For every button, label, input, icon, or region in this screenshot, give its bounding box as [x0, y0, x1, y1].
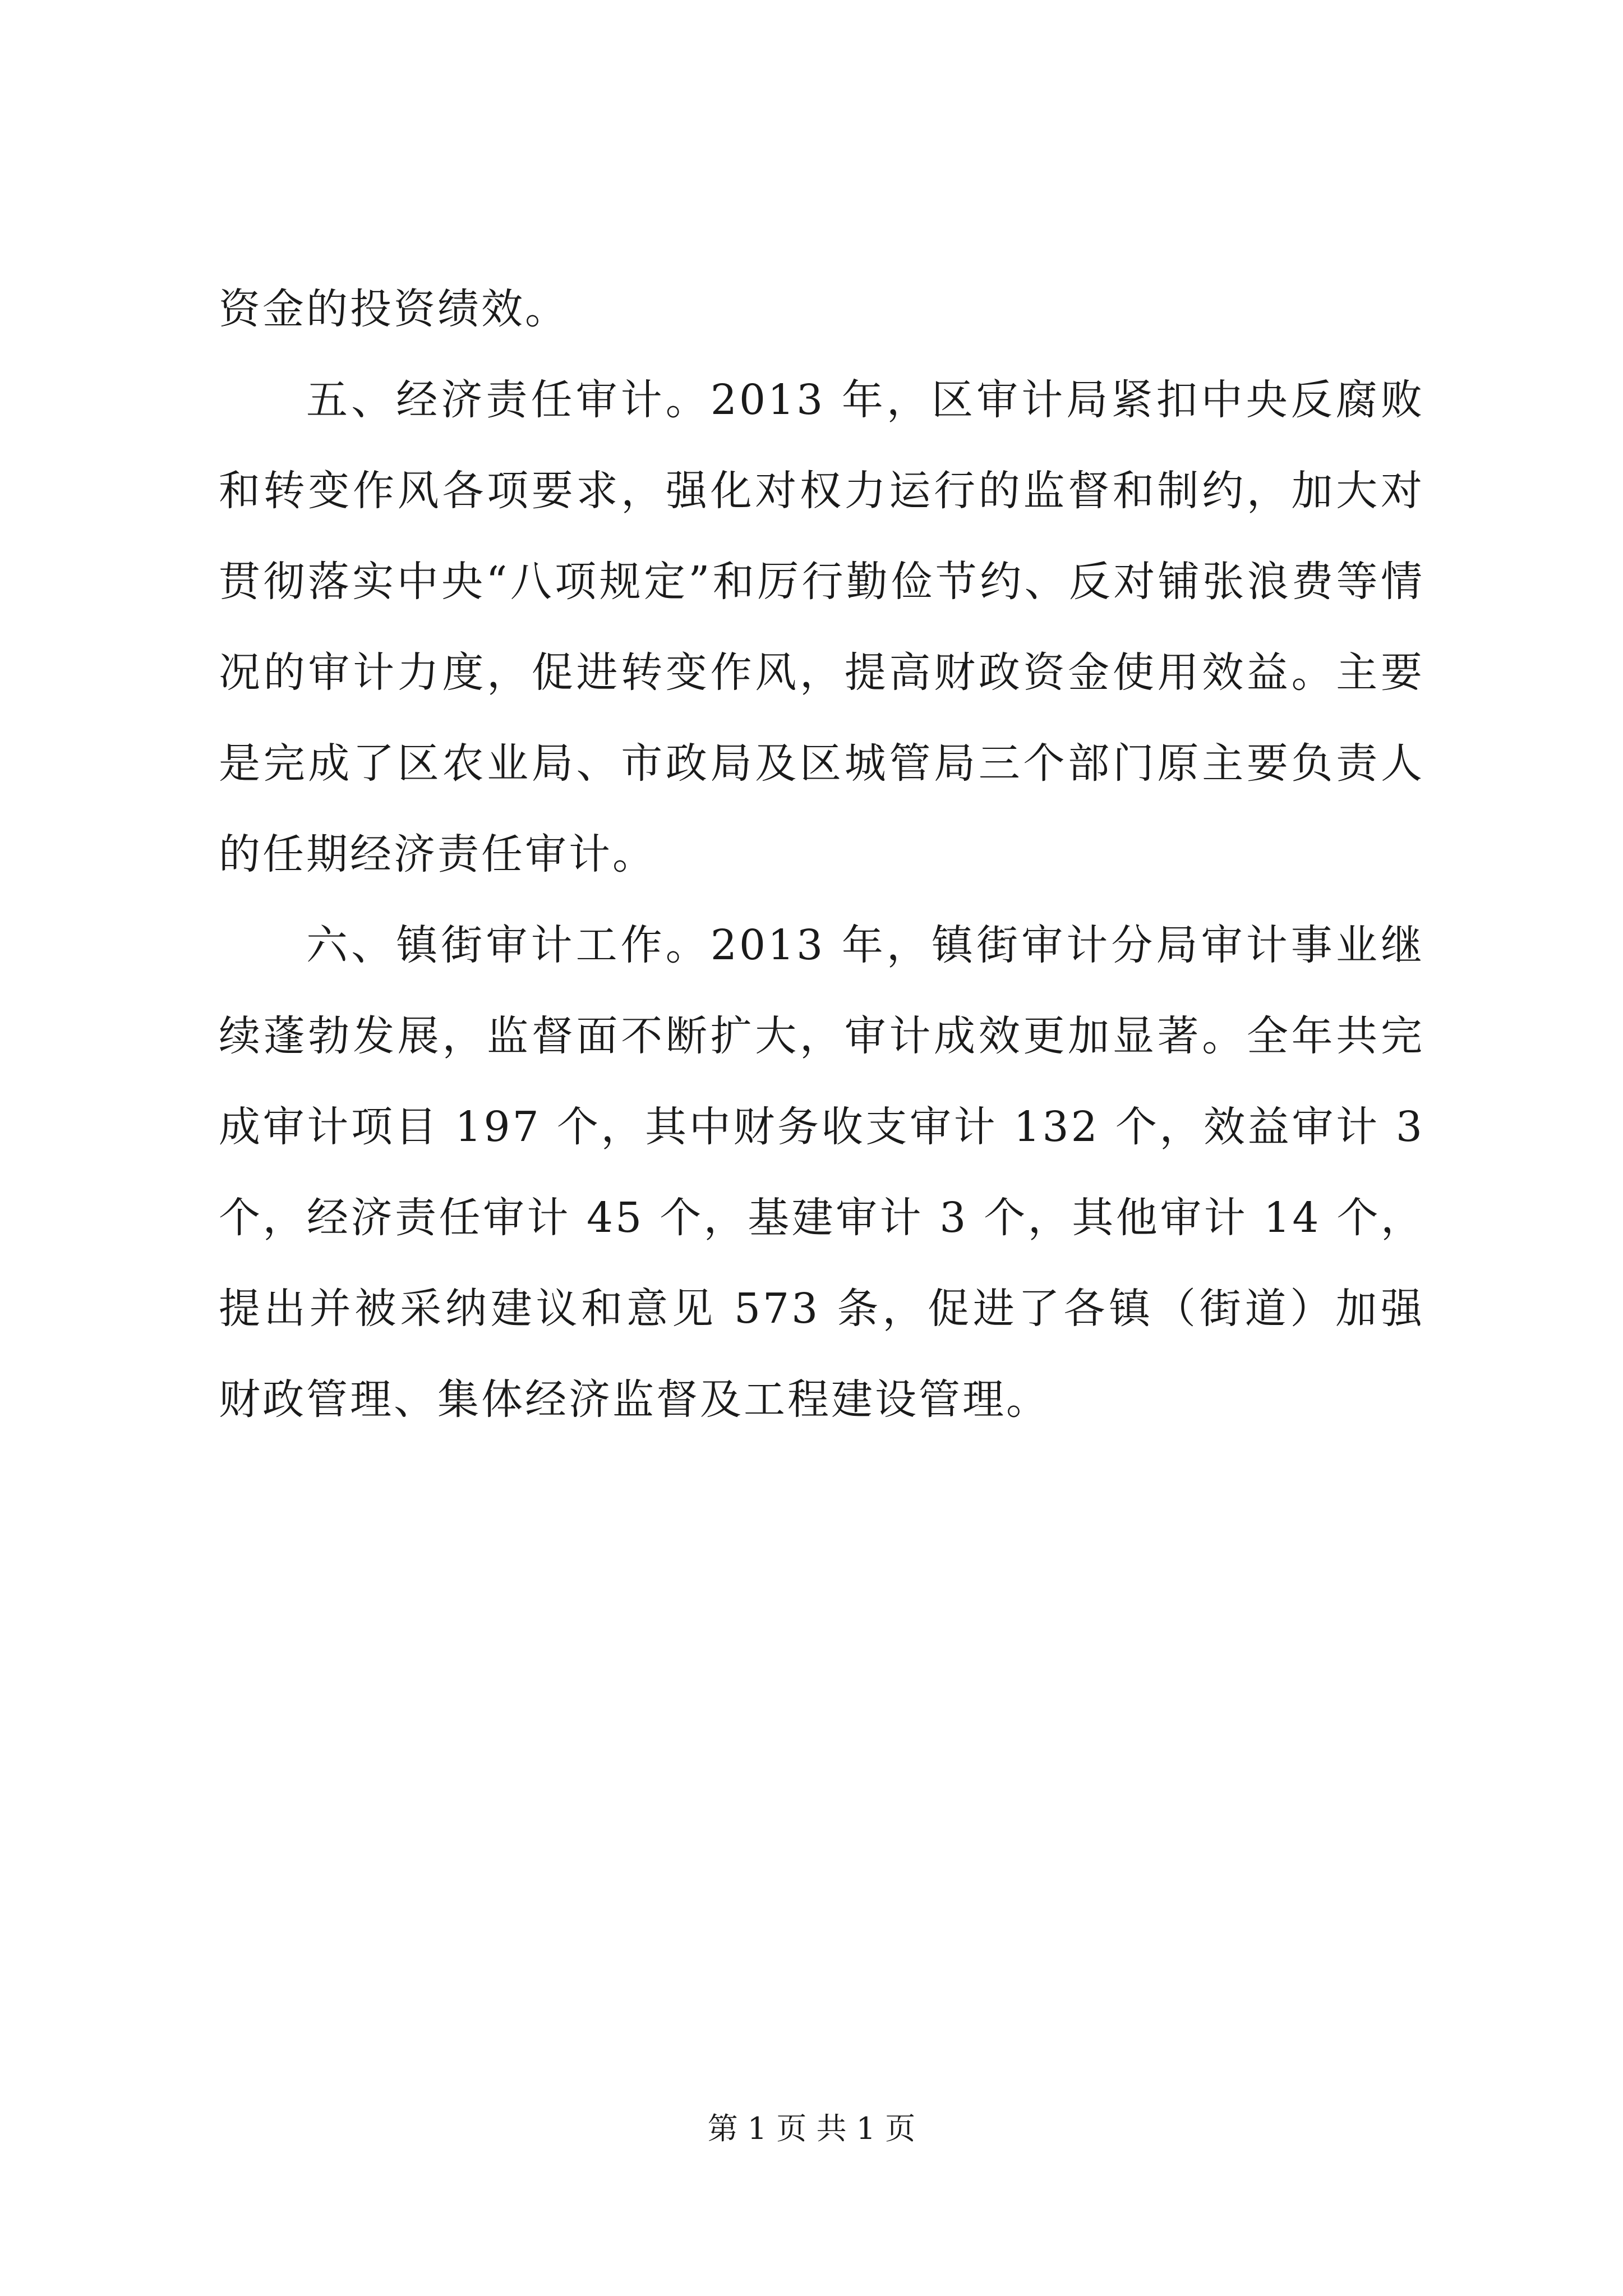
paragraph-town-street-audit: 六、镇街审计工作。2013 年，镇街审计分局审计事业继续蓬勃发展，监督面不断扩大，审计成效更加显著。全年共完成审计项目 197 个，其中财务收支审计 132 个，效益审计 3 个，经济责任审计 45 个，基建审计 3 个，其他审计 14 个，提出并被采纳建议和意见 573 条，促进了各镇（街道）加强财政管理、集体经济监督及工程建设管理。: [219, 921, 1424, 1424]
paragraph-economic-responsibility-audit: 五、经济责任审计。2013 年，区审计局紧扣中央反腐败和转变作风各项要求，强化对权力运行的监督和制约，加大对贯彻落实中央“八项规定”和厉行勤俭节约、反对铺张浪费等情况的审计力度，促进转变作风，提高财政资金使用效益。主要是完成了区农业局、市政局及区城管局三个部门原主要负责人的任期经济责任审计。: [219, 376, 1424, 878]
page-footer: [0, 2109, 1623, 2148]
paragraph-continuation: 资金的投资绩效。: [219, 285, 569, 333]
page-number-label: 第 1 页 共 1 页: [707, 2111, 916, 2146]
document-body: [219, 264, 1424, 1445]
